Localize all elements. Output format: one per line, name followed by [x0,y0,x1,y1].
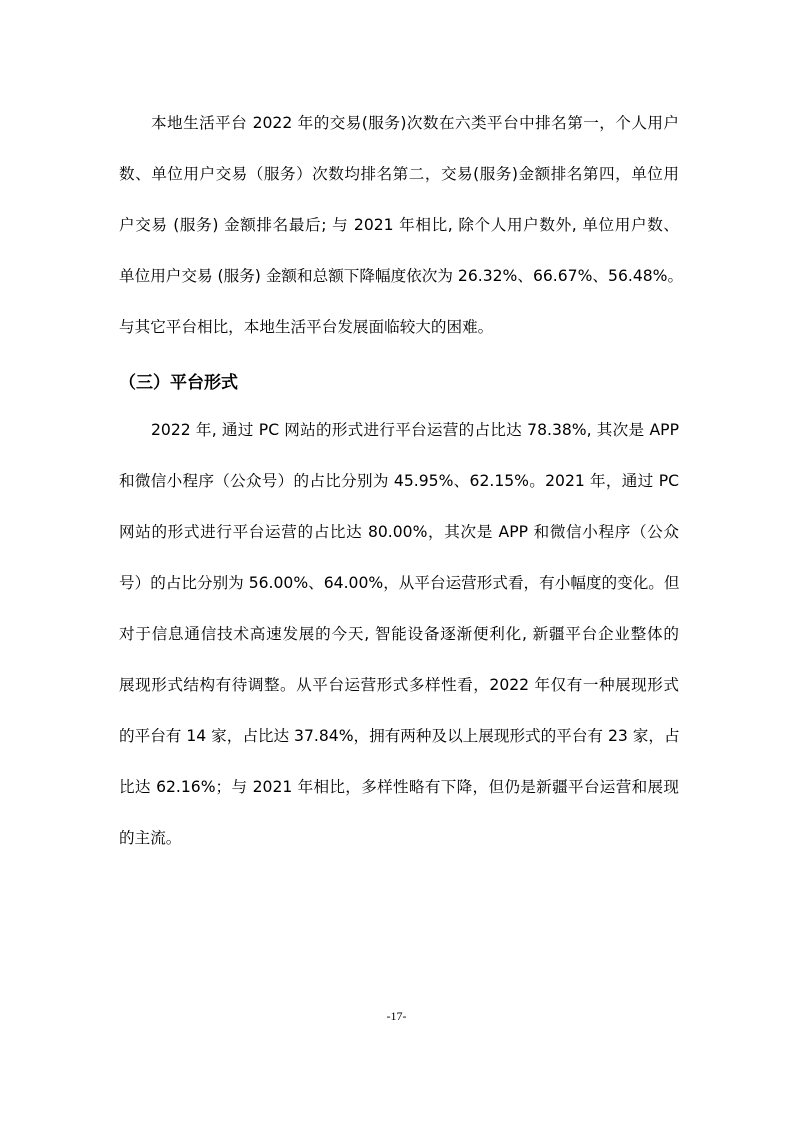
paragraph-2-line-9: 的主流。 [119,829,182,847]
paragraph-2-line-8: 比达 62.16%；与 2021 年相比，多样性略有下降，但仍是新疆平台运营和展现 [119,778,679,796]
paragraph-1-line-2: 数、单位用户交易（服务）次数均排名第二，交易(服务)金额排名第四，单位用 [119,165,679,183]
paragraph-1-line-1: 本地生活平台 2022 年的交易(服务)次数在六类平台中排名第一，个人用户 [151,114,679,132]
paragraph-2-line-5: 对于信息通信技术高速发展的今天, 智能设备逐渐便利化, 新疆平台企业整体的 [119,625,679,643]
paragraph-1-line-3: 户交易 (服务) 金额排名最后; 与 2021 年相比, 除个人用户数外, 单位用户数、 [119,216,679,234]
paragraph-1-line-4: 单位用户交易 (服务) 金额和总额下降幅度依次为 26.32%、66.67%、56.48%。 [119,267,684,285]
section-heading: （三）平台形式 [119,373,238,393]
paragraph-1-line-5: 与其它平台相比，本地生活平台发展面临较大的困难。 [119,318,494,336]
page-number: -17- [386,1009,407,1023]
paragraph-2-line-6: 展现形式结构有待调整。从平台运营形式多样性看，2022 年仅有一种展现形式 [119,676,679,694]
paragraph-2-line-3: 网站的形式进行平台运营的占比达 80.00%，其次是 APP 和微信小程序（公众 [119,523,679,541]
paragraph-2-line-1: 2022 年, 通过 PC 网站的形式进行平台运营的占比达 78.38%, 其次是 APP [151,421,679,439]
paragraph-2-line-2: 和微信小程序（公众号）的占比分别为 45.95%、62.15%。2021 年，通过 PC [119,472,679,490]
paragraph-2-line-7: 的平台有 14 家，占比达 37.84%，拥有两种及以上展现形式的平台有 23 家，占 [119,727,680,745]
paragraph-2-line-4: 号）的占比分别为 56.00%、64.00%，从平台运营形式看，有小幅度的变化。但 [119,574,680,592]
